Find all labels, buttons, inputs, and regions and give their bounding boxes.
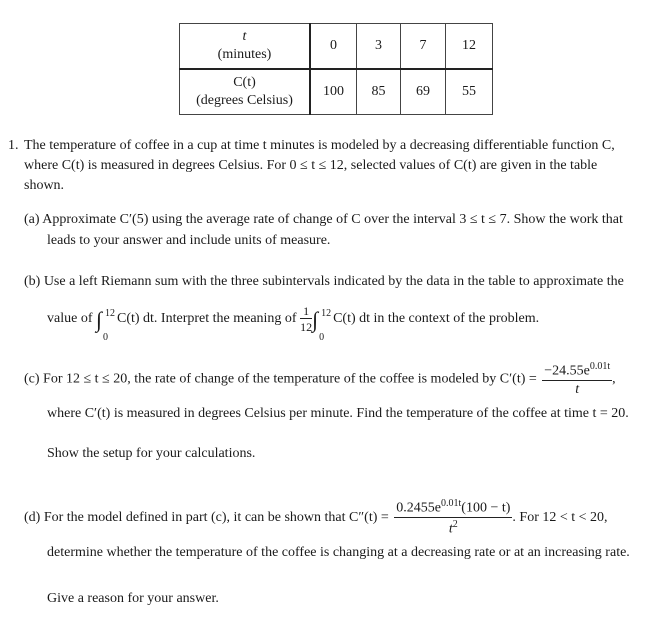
part-a-line-2: leads to your answer and include units of measure.: [47, 233, 331, 248]
part-c-line-3: Show the setup for your calculations.: [47, 446, 256, 461]
problem-number: 1.: [8, 138, 19, 153]
fraction-c-double-prime: $\frac{0.2455e^{0.01t}(100 - t)}{t^2}$: [396, 498, 511, 537]
table-cell-t-0: 0: [310, 24, 357, 70]
table-cell-t-1: 3: [357, 24, 401, 70]
intro-line-3: shown.: [24, 178, 65, 193]
fraction-one-twelfth: $\frac{1}{12}$: [300, 304, 313, 334]
part-b-line-1: (b) Use a left Riemann sum with the three subintervals indicated by the data in the table to approximate the: [24, 274, 624, 289]
part-c-line-2: where C′(t) is measured in degrees Celsius per minute. Find the temperature of the coffee at time t = 20.: [47, 406, 629, 421]
table-cell-c-1: 85: [357, 69, 401, 115]
integral-symbol: ∫ 12 0: [95, 306, 115, 343]
table-header-t: t (minutes): [180, 24, 311, 70]
table-cell-c-2: 69: [401, 69, 446, 115]
table-row-c: [180, 69, 493, 115]
fraction-c-prime: $\frac{-24.55e^{0.01t}}{t}$: [544, 361, 611, 397]
data-table: [179, 23, 493, 115]
part-b-line-2: value of ∫ 12 0 C(t) dt. Interpret the meaning of $\frac{1}{12}$ ∫ 12 0 C(t) dt in the context of the problem.: [47, 304, 540, 343]
table-cell-c-0: 100: [310, 69, 357, 115]
intro-line-2: where C(t) is measured in degrees Celsius. For 0 ≤ t ≤ 12, selected values of C(t) are given in the table: [24, 158, 598, 173]
intro-line-1: The temperature of coffee in a cup at time t minutes is modeled by a decreasing differentiable function C,: [24, 138, 615, 153]
part-a-line-1: (a) Approximate C′(5) using the average rate of change of C over the interval 3 ≤ t ≤ 7. Show the work that: [24, 212, 623, 227]
table-cell-t-3: 12: [446, 24, 493, 70]
table-header-c: C(t) (degrees Celsius): [180, 69, 311, 115]
table-cell-c-3: 55: [446, 69, 493, 115]
table-row-t: [180, 24, 493, 70]
part-c-line-1: (c) For 12 ≤ t ≤ 20, the rate of change of the temperature of the coffee is modeled by C′(t) = $\frac{-24.55e^{0.01t}}{t}$ ,: [24, 361, 616, 397]
integral-symbol-2: ∫ 12 0: [312, 306, 332, 343]
table-cell-t-2: 7: [401, 24, 446, 70]
part-d-line-1: (d) For the model defined in part (c), it can be shown that C″(t) = $\frac{0.2455e^{0.01t}(100 - t)}{t^2}$ . For 12 < t < 20,: [24, 498, 608, 537]
part-d-line-2: determine whether the temperature of the coffee is changing at a decreasing rate or at an increasing rate.: [47, 545, 630, 560]
part-d-line-3: Give a reason for your answer.: [47, 591, 219, 606]
